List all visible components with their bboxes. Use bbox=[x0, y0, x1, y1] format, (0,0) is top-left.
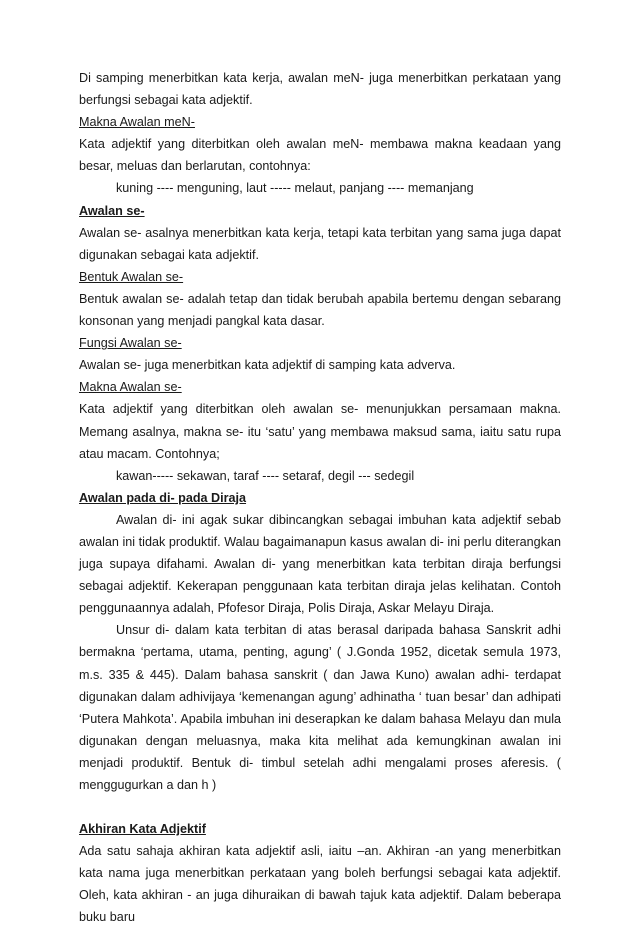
paragraph-unsur-di: Unsur di- dalam kata terbitan di atas berasal daripada bahasa Sanskrit adhi bermakna ‘pertama, utama, penting, agung’ ( J.Gonda 1952, dicetak semula 1973, m.s. 335 & 445). Dalam bahasa sanskrit ( dan Jawa Kuno) awalan adhi- terdapat digunakan dalam adhivijaya ‘kemenangan agung’ adhinatha ‘ tuan besar’ dan adhipati ‘Putera Mahkota’. Apabila imbuhan ini deserapkan ke dalam bahasa Melayu dan mula digunakan dengan meluasnya, maka kita melihat ada kemungkinan awalan ini menjadi produktif. Bentuk di- timbul setelah adhi mengalami proses aferesis. ( menggugurkan a dan h ) bbox=[79, 623, 561, 792]
example-se: kawan----- sekawan, taraf ---- setaraf, degil --- sedegil bbox=[116, 468, 415, 483]
paragraph-fungsi-se: Awalan se- juga menerbitkan kata adjektif di samping kata adverva. bbox=[79, 358, 456, 373]
heading-awalan-di: Awalan pada di- pada Diraja bbox=[79, 490, 247, 505]
paragraph-makna-se: Kata adjektif yang diterbitkan oleh awalan se- menunjukkan persamaan makna. Memang asalnya, makna se- itu ‘satu’ yang membawa maksud sama, iaitu satu rupa atau macam. Contohnya; bbox=[79, 402, 561, 461]
paragraph-gap bbox=[79, 796, 561, 818]
example-men: kuning ---- menguning, laut ----- melaut, panjang ---- memanjang bbox=[116, 181, 474, 196]
paragraph-akhiran: Ada satu sahaja akhiran kata adjektif asli, iaitu –an. Akhiran -an yang menerbitkan kata nama juga menerbitkan perkataan yang boleh berfungsi sebagai kata adjektif. Oleh, kata akhiran - an juga dihuraikan di bawah tajuk kata adjektif. Dalam beberapa buku baru bbox=[79, 844, 561, 925]
paragraph-awalan-di: Awalan di- ini agak sukar dibincangkan sebagai imbuhan kata adjektif sebab awalan ini tidak produktif. Walau bagaimanapun kasus awalan di- ini perlu diterangkan juga supaya difahami. Awalan di- yang menerbitkan kata terbitan diraja berfungsi sebagai adjektif. Kekerapan penggunaan kata terbitan diraja jelas kelihatan. Contoh penggunaannya adalah, Pfofesor Diraja, Polis Diraja, Askar Melayu Diraja. bbox=[79, 512, 561, 616]
heading-makna-awalan-men: Makna Awalan meN- bbox=[79, 115, 195, 130]
paragraph-bentuk-se: Bentuk awalan se- adalah tetap dan tidak berubah apabila bertemu dengan sebarang konsonan yang menjadi pangkal kata dasar. bbox=[79, 291, 561, 329]
heading-awalan-se: Awalan se- bbox=[79, 203, 145, 218]
heading-makna-awalan-se: Makna Awalan se- bbox=[79, 380, 182, 395]
document-page bbox=[79, 67, 561, 929]
heading-bentuk-awalan-se: Bentuk Awalan se- bbox=[79, 269, 184, 284]
heading-akhiran-kata-adjektif: Akhiran Kata Adjektif bbox=[79, 822, 206, 837]
paragraph-awalan-se: Awalan se- asalnya menerbitkan kata kerja, tetapi kata terbitan yang sama juga dapat digunakan sebagai kata adjektif. bbox=[79, 225, 561, 262]
paragraph-makna-men: Kata adjektif yang diterbitkan oleh awalan meN- membawa makna keadaan yang besar, meluas dan berlarutan, contohnya: bbox=[79, 137, 561, 174]
heading-fungsi-awalan-se: Fungsi Awalan se- bbox=[79, 336, 182, 351]
paragraph-men-intro: Di samping menerbitkan kata kerja, awalan meN- juga menerbitkan perkataan yang berfungsi sebagai kata adjektif. bbox=[79, 71, 561, 108]
